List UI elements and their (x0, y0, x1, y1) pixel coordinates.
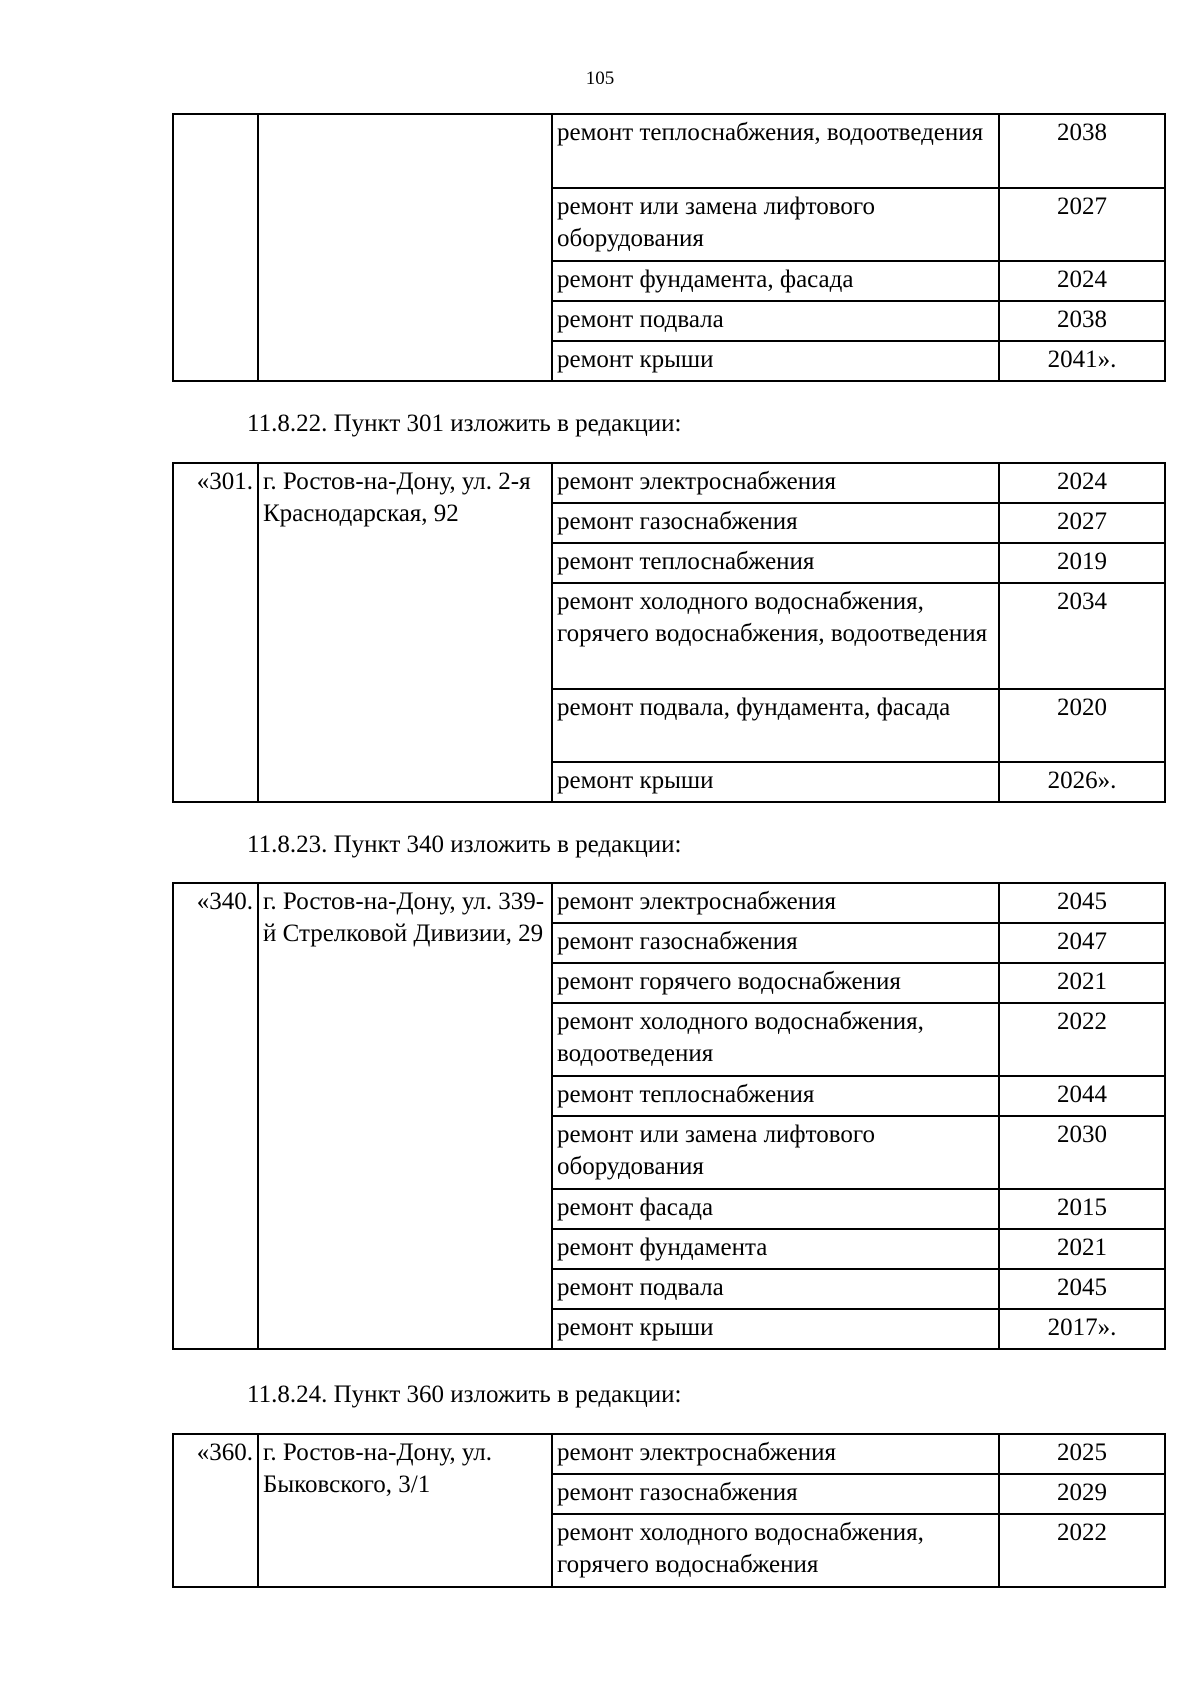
work-type-cell: ремонт фундамента, фасада (552, 261, 999, 301)
work-type-cell: ремонт электроснабжения (552, 463, 999, 503)
year-cell: 2025 (999, 1434, 1165, 1474)
work-type-cell: ремонт подвала (552, 1269, 999, 1309)
repair-schedule-table-301 (172, 462, 1166, 803)
year-cell: 2038 (999, 301, 1165, 341)
table-row (173, 1434, 1165, 1474)
work-type-cell: ремонт холодного водоснабжения, водоотведения (552, 1003, 999, 1076)
work-type-cell: ремонт подвала, фундамента, фасада (552, 689, 999, 762)
year-cell: 2038 (999, 114, 1165, 188)
work-type-cell: ремонт теплоснабжения (552, 1076, 999, 1116)
work-type-cell: ремонт теплоснабжения (552, 543, 999, 583)
repair-schedule-table-continued (172, 113, 1166, 382)
work-type-cell: ремонт газоснабжения (552, 503, 999, 543)
work-type-cell: ремонт крыши (552, 341, 999, 381)
year-cell: 2045 (999, 1269, 1165, 1309)
year-cell: 2029 (999, 1474, 1165, 1514)
year-cell: 2017». (999, 1309, 1165, 1349)
year-cell: 2027 (999, 188, 1165, 261)
work-type-cell: ремонт или замена лифтового оборудования (552, 1116, 999, 1189)
work-type-cell: ремонт горячего водоснабжения (552, 963, 999, 1003)
year-cell: 2022 (999, 1003, 1165, 1076)
year-cell: 2019 (999, 543, 1165, 583)
section-heading: 11.8.22. Пункт 301 изложить в редакции: (247, 410, 682, 437)
work-type-cell: ремонт крыши (552, 1309, 999, 1349)
table-row (173, 883, 1165, 923)
table-row (173, 114, 1165, 188)
address-cell: г. Ростов-на-Дону, ул. 2-я Краснодарская, 92 (258, 463, 552, 802)
year-cell: 2024 (999, 463, 1165, 503)
repair-schedule-table-340 (172, 882, 1166, 1350)
work-type-cell: ремонт фасада (552, 1189, 999, 1229)
address-cell (258, 114, 552, 381)
work-type-cell: ремонт холодного водоснабжения, горячего водоснабжения, водоотведения (552, 583, 999, 689)
year-cell: 2027 (999, 503, 1165, 543)
work-type-cell: ремонт газоснабжения (552, 1474, 999, 1514)
work-type-cell: ремонт крыши (552, 762, 999, 802)
section-heading: 11.8.23. Пункт 340 изложить в редакции: (247, 831, 682, 858)
work-type-cell: ремонт электроснабжения (552, 883, 999, 923)
address-cell: г. Ростов-на-Дону, ул. Быковского, 3/1 (258, 1434, 552, 1587)
year-cell: 2030 (999, 1116, 1165, 1189)
year-cell: 2021 (999, 1229, 1165, 1269)
year-cell: 2022 (999, 1514, 1165, 1587)
item-number-cell (173, 114, 258, 381)
year-cell: 2020 (999, 689, 1165, 762)
repair-schedule-table-360 (172, 1433, 1166, 1588)
address-cell: г. Ростов-на-Дону, ул. 339-й Стрелковой Дивизии, 29 (258, 883, 552, 1349)
work-type-cell: ремонт подвала (552, 301, 999, 341)
item-number-cell: «301. (173, 463, 258, 802)
table-row (173, 463, 1165, 503)
year-cell: 2026». (999, 762, 1165, 802)
work-type-cell: ремонт теплоснабжения, водоотведения (552, 114, 999, 188)
page-number: 105 (585, 68, 615, 89)
work-type-cell: ремонт газоснабжения (552, 923, 999, 963)
year-cell: 2041». (999, 341, 1165, 381)
item-number-cell: «340. (173, 883, 258, 1349)
work-type-cell: ремонт холодного водоснабжения, горячего водоснабжения (552, 1514, 999, 1587)
work-type-cell: ремонт или замена лифтового оборудования (552, 188, 999, 261)
work-type-cell: ремонт электроснабжения (552, 1434, 999, 1474)
year-cell: 2044 (999, 1076, 1165, 1116)
year-cell: 2045 (999, 883, 1165, 923)
year-cell: 2047 (999, 923, 1165, 963)
section-heading: 11.8.24. Пункт 360 изложить в редакции: (247, 1381, 682, 1408)
year-cell: 2015 (999, 1189, 1165, 1229)
year-cell: 2021 (999, 963, 1165, 1003)
item-number-cell: «360. (173, 1434, 258, 1587)
year-cell: 2034 (999, 583, 1165, 689)
year-cell: 2024 (999, 261, 1165, 301)
work-type-cell: ремонт фундамента (552, 1229, 999, 1269)
